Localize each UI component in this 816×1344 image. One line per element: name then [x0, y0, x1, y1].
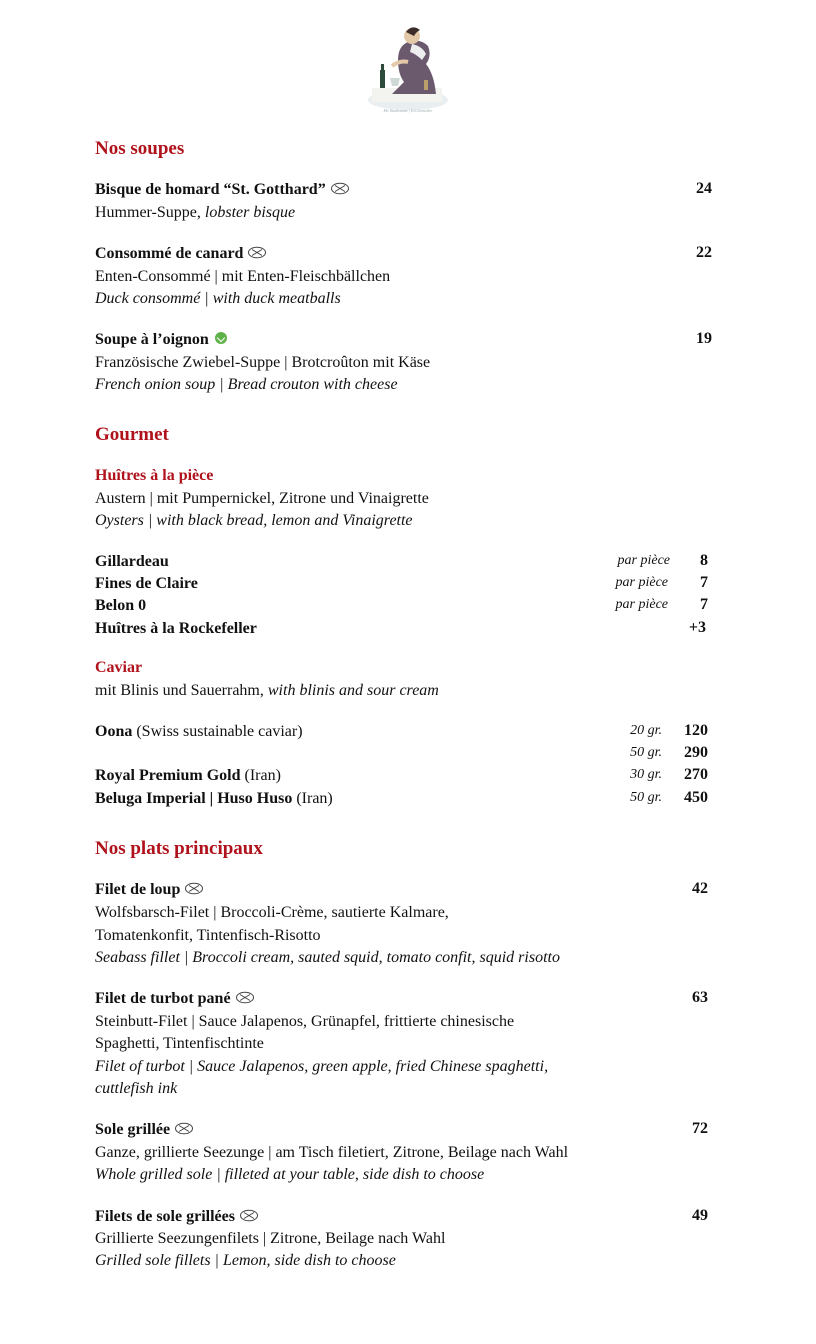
- vegetarian-icon: [215, 332, 227, 344]
- oyster-unit: par pièce: [617, 553, 670, 568]
- dish-name: Filets de sole grillées: [95, 1208, 235, 1225]
- caviar-row: [95, 766, 281, 785]
- subhead-oysters: Huîtres à la pièce: [95, 467, 214, 484]
- subhead-caviar: Caviar: [95, 659, 143, 676]
- description-en: lobster bisque: [204, 204, 296, 221]
- dish-name: Filet de turbot pané: [95, 990, 231, 1007]
- oyster-name: Fines de Claire: [95, 575, 198, 592]
- description-en: Whole grilled sole | filleted at your table, side dish to choose: [95, 1166, 485, 1183]
- caviar-price: 270: [684, 766, 708, 783]
- dish-price: 22: [696, 244, 712, 261]
- caviar-origin: (Iran): [244, 767, 281, 784]
- oyster-price: +3: [688, 619, 706, 636]
- caviar-price: 120: [684, 722, 708, 739]
- section-title-gourmet: Gourmet: [95, 424, 169, 445]
- dish-name: Consommé de canard: [95, 245, 244, 262]
- caviar-unit: 20 gr.: [630, 723, 662, 738]
- caviar-price: 450: [684, 789, 708, 806]
- caviar-price: 290: [684, 744, 708, 761]
- caviar-description: [95, 681, 439, 700]
- oyster-unit: par pièce: [615, 575, 668, 590]
- caviar-name: Beluga Imperial | Huso Huso: [95, 790, 293, 807]
- no-fork-icon: [239, 1209, 259, 1222]
- description-de: Französische Zwiebel-Suppe | Brotcroûton mit Käse: [95, 354, 431, 371]
- description-de: Wolfsbarsch-Filet | Broccoli-Crème, sautierte Kalmare,: [95, 904, 449, 921]
- description-en: with blinis and sour cream: [267, 682, 439, 699]
- oyster-name: Huîtres à la Rockefeller: [95, 620, 257, 637]
- dish-bisque: [95, 180, 350, 199]
- caviar-origin: (Iran): [296, 790, 333, 807]
- dish-soupe-oignon: [95, 330, 227, 349]
- dish-price: 63: [692, 989, 708, 1006]
- oyster-name: Gillardeau: [95, 553, 169, 570]
- section-title-soups: Nos soupes: [95, 138, 185, 159]
- dish-filet-loup: [95, 880, 204, 899]
- dish-price: 42: [692, 880, 708, 897]
- no-fork-icon: [174, 1122, 194, 1135]
- description-de: Grillierte Seezungenfilets | Zitrone, Beilage nach Wahl: [95, 1230, 446, 1247]
- dish-price: 24: [696, 180, 712, 197]
- description-de: Ganze, grillierte Seezunge | am Tisch filetiert, Zitrone, Beilage nach Wahl: [95, 1144, 569, 1161]
- oyster-price: 8: [700, 552, 708, 569]
- dish-name: Filet de loup: [95, 881, 181, 898]
- logo-caption: Mr. Bonhomme | Ein Genießer: [383, 108, 433, 113]
- dish-price: 19: [696, 330, 712, 347]
- dish-name: Bisque de homard “St. Gotthard”: [95, 181, 326, 198]
- no-fork-icon: [235, 991, 255, 1004]
- description-en: French onion soup | Bread crouton with cheese: [95, 376, 398, 393]
- caviar-unit: 50 gr.: [630, 745, 662, 760]
- oyster-price: 7: [700, 574, 708, 591]
- description-de: Steinbutt-Filet | Sauce Jalapenos, Grünapfel, frittierte chinesische: [95, 1013, 515, 1030]
- diner-illustration-icon: [362, 22, 454, 118]
- no-fork-icon: [184, 882, 204, 895]
- caviar-row: [95, 789, 333, 808]
- caviar-row: [95, 722, 303, 741]
- caviar-unit: 50 gr.: [630, 790, 662, 805]
- description-en: Filet of turbot | Sauce Jalapenos, green apple, fried Chinese spaghetti,: [95, 1058, 549, 1075]
- dish-name: Soupe à l’oignon: [95, 331, 209, 348]
- oyster-price: 7: [700, 596, 708, 613]
- dish-name: Sole grillée: [95, 1121, 171, 1138]
- caviar-name: Royal Premium Gold: [95, 767, 241, 784]
- description-de: Hummer-Suppe,: [95, 204, 201, 221]
- description-en: Oysters | with black bread, lemon and Vinaigrette: [95, 512, 413, 529]
- no-fork-icon: [330, 182, 350, 195]
- description-de: Spaghetti, Tintenfischtinte: [95, 1035, 264, 1052]
- caviar-unit: 30 gr.: [630, 767, 662, 782]
- dish-description: [95, 203, 295, 222]
- caviar-name: Oona: [95, 723, 133, 740]
- dish-price: 49: [692, 1207, 708, 1224]
- section-title-mains: Nos plats principaux: [95, 838, 263, 859]
- description-de: Austern | mit Pumpernickel, Zitrone und Vinaigrette: [95, 490, 429, 507]
- description-de: Enten-Consommé | mit Enten-Fleischbällchen: [95, 268, 391, 285]
- dish-filets-sole: [95, 1207, 259, 1226]
- dish-turbot: [95, 989, 255, 1008]
- description-en: Grilled sole fillets | Lemon, side dish to choose: [95, 1252, 396, 1269]
- description-en: Seabass fillet | Broccoli cream, sauted squid, tomato confit, squid risotto: [95, 949, 560, 966]
- description-de: mit Blinis und Sauerrahm,: [95, 682, 264, 699]
- description-de: Tomatenkonfit, Tintenfisch-Risotto: [95, 927, 321, 944]
- dish-consomme: [95, 244, 267, 263]
- no-fork-icon: [247, 246, 267, 259]
- description-en: Duck consommé | with duck meatballs: [95, 290, 341, 307]
- oyster-name: Belon 0: [95, 597, 147, 614]
- dish-sole-grillee: [95, 1120, 194, 1139]
- description-en: cuttlefish ink: [95, 1080, 178, 1097]
- oyster-unit: par pièce: [615, 597, 668, 612]
- caviar-origin: (Swiss sustainable caviar): [136, 723, 303, 740]
- dish-price: 72: [692, 1120, 708, 1137]
